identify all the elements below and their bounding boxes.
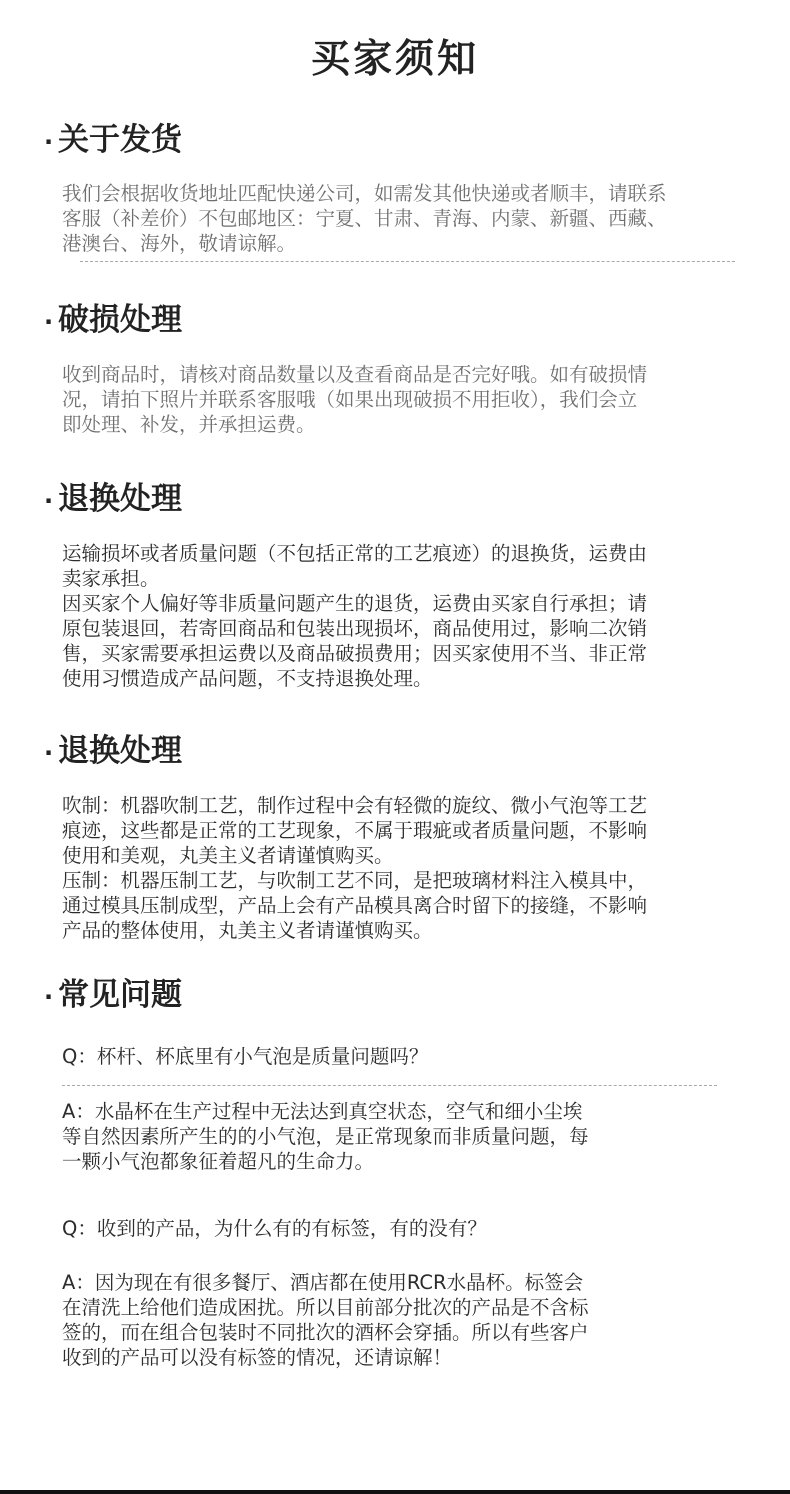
text-line: 签的，而在组合包装时不同批次的酒杯会穿插。所以有些客户 [62,1321,589,1344]
text-line: 吹制：机器吹制工艺，制作过程中会有轻微的旋纹、微小气泡等工艺 [62,794,648,817]
returns-text [62,541,647,691]
divider [80,261,735,262]
bottom-border [0,1490,790,1494]
divider [62,1085,717,1086]
text-line: 一颗小气泡都象征着超凡的生命力。 [62,1150,375,1173]
shipping-text [62,181,667,256]
text-line: 售，买家需要承担运费以及商品破损费用；因买家使用不当、非正常 [62,642,648,665]
text-line: 使用和美观，丸美主义者请谨慎购买。 [62,844,394,867]
text-line: 客服（补差价）不包邮地区：宁夏、甘肃、青海、内蒙、新疆、西藏、 [62,207,667,230]
text-line: 即处理、补发，并承担运费。 [62,413,316,436]
faq-answer-2 [62,1270,589,1370]
faq-question-1: Q：杯杆、杯底里有小气泡是质量问题吗？ [62,1045,429,1068]
text-line: 运输损坏或者质量问题（不包括正常的工艺痕迹）的退换货，运费由 [62,542,648,565]
text-line: 因买家个人偏好等非质量问题产生的退货，运费由买家自行承担；请 [62,592,648,615]
text-line: 通过模具压制成型，产品上会有产品模具离合时留下的接缝，不影响 [62,894,648,917]
text-line: 压制：机器压制工艺，与吹制工艺不同，是把玻璃材料注入模具中， [62,869,648,892]
text-line: A：水晶杯在生产过程中无法达到真空状态，空气和细小尘埃 [62,1100,583,1123]
damage-text [62,362,647,437]
text-line: 港澳台、海外，敬请谅解。 [62,232,297,255]
page-title: 买家须知 [310,37,479,82]
section-heading-faq: · 常见问题 [44,977,182,1013]
craft-text [62,793,647,943]
text-line: 痕迹，这些都是正常的工艺现象，不属于瑕疵或者质量问题，不影响 [62,819,648,842]
section-heading-damage: · 破损处理 [44,302,182,338]
text-line: 等自然因素所产生的的小气泡，是正常现象而非质量问题，每 [62,1125,589,1148]
text-line: 卖家承担。 [62,567,160,590]
text-line: 使用习惯造成产品问题，不支持退换处理。 [62,667,433,690]
text-line: 收到商品时，请核对商品数量以及查看商品是否完好哦。如有破损情 [62,363,648,386]
faq-answer-1 [62,1099,589,1174]
section-heading-returns: · 退换处理 [44,481,182,517]
text-line: 原包装退回，若寄回商品和包装出现损坏，商品使用过，影响二次销 [62,617,648,640]
text-line: 收到的产品可以没有标签的情况，还请谅解！ [62,1346,453,1369]
text-line: 产品的整体使用，丸美主义者请谨慎购买。 [62,919,433,942]
text-line: 我们会根据收货地址匹配快递公司，如需发其他快递或者顺丰，请联系 [62,182,667,205]
section-heading-shipping: · 关于发货 [44,122,182,158]
section-heading-craft: · 退换处理 [44,733,182,769]
text-line: 在清洗上给他们造成困扰。所以目前部分批次的产品是不含标 [62,1296,589,1319]
faq-question-2: Q：收到的产品，为什么有的有标签，有的没有？ [62,1217,487,1240]
text-line: 况，请拍下照片并联系客服哦（如果出现破损不用拒收），我们会立 [62,388,638,411]
text-line: A：因为现在有很多餐厅、酒店都在使用RCR水晶杯。标签会 [62,1271,584,1294]
